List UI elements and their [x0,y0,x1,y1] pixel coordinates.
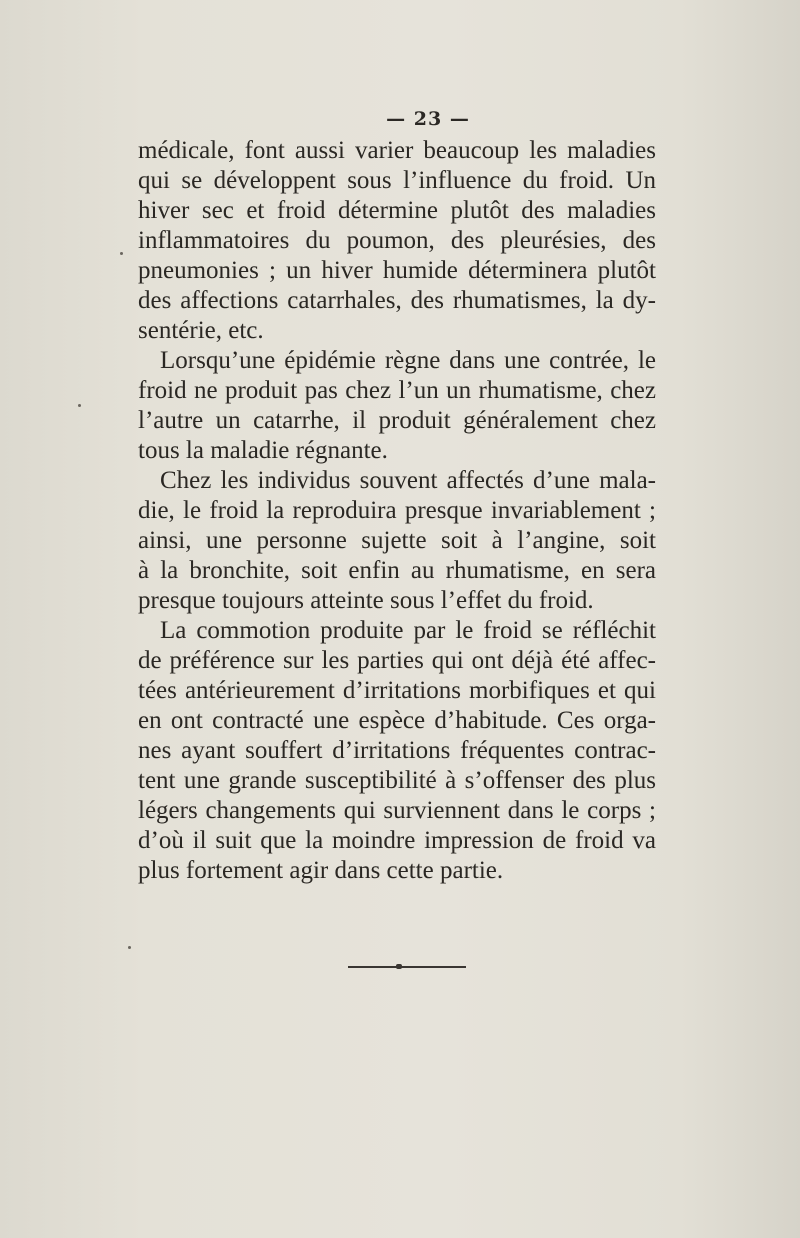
text-line: presque toujours atteinte sous l’effet du froid. [138,587,594,614]
text-line: en ont contracté une espèce d’habitude. Ces orga- [138,707,656,734]
paper-speck [120,252,123,255]
text-line: tées antérieurement d’irritations morbifiques et qui [138,677,656,704]
text-line: qui se développent sous l’influence du froid. Un [138,167,656,194]
text-line: froid ne produit pas chez l’un un rhumatisme, chez [138,377,656,404]
text-line: des affections catarrhales, des rhumatismes, la dy- [138,287,656,314]
text-line: Chez les individus souvent affectés d’une mala- [160,467,656,494]
text-line: de préférence sur les parties qui ont déjà été affec- [138,647,656,674]
text-line: inflammatoires du poumon, des pleurésies, des [138,227,656,254]
text-line: tent une grande susceptibilité à s’offenser des plus [138,767,656,794]
text-line: l’autre un catarrhe, il produit généralement chez [138,407,656,434]
text-line: pneumonies ; un hiver humide déterminera plutôt [138,257,656,284]
text-line: La commotion produite par le froid se réfléchit [160,617,656,644]
text-line: à la bronchite, soit enfin au rhumatisme, en sera [138,557,656,584]
text-line: tous la maladie régnante. [138,437,388,464]
paper-speck [78,404,81,407]
text-line: légers changements qui surviennent dans le corps ; [138,797,656,824]
text-line: médicale, font aussi varier beaucoup les maladies [138,137,656,164]
text-line: d’où il suit que la moindre impression de froid va [138,827,656,854]
text-line: die, le froid la reproduira presque invariablement ; [138,497,656,524]
section-divider [348,966,466,968]
text-line: ainsi, une personne sujette soit à l’angine, soit [138,527,656,554]
paper-speck [128,946,131,949]
body-text [138,136,656,886]
text-line: hiver sec et froid détermine plutôt des maladies [138,197,656,224]
page-number: — 23 — [386,108,470,130]
text-line: Lorsqu’une épidémie règne dans une contrée, le [160,347,656,374]
text-line: nes ayant souffert d’irritations fréquentes contrac- [138,737,656,764]
text-line: sentérie, etc. [138,317,264,344]
text-line: plus fortement agir dans cette partie. [138,857,504,884]
